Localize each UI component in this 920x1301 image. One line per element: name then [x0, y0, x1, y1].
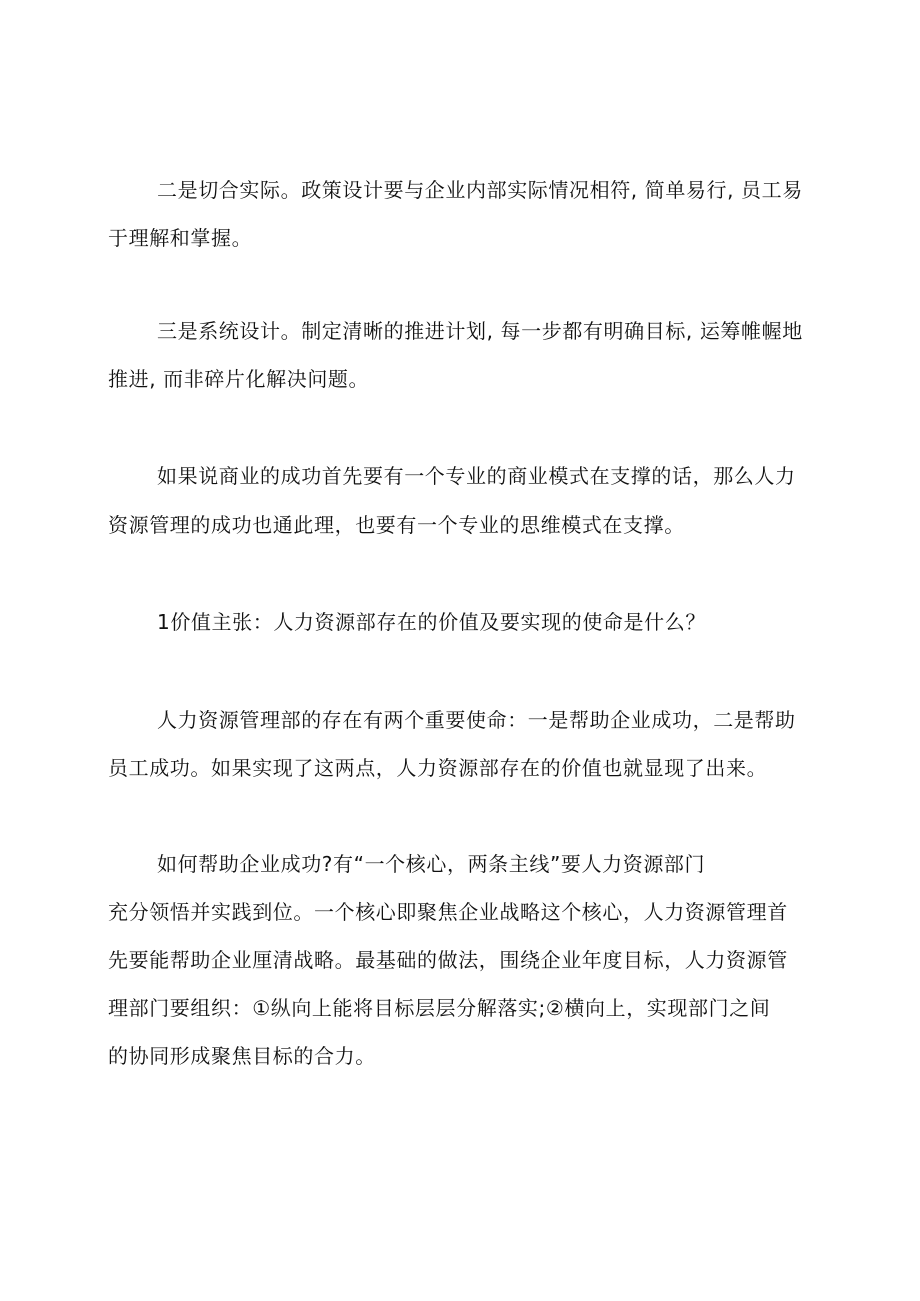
- paragraph-5-line-1: 人力资源管理部的存在有两个重要使命：一是帮助企业成功，二是帮助: [157, 708, 796, 732]
- paragraph-3-line-2: 资源管理的成功也通此理，也要有一个专业的思维模式在支撑。: [108, 513, 685, 537]
- paragraph-2-line-1: 三是系统设计。制定清晰的推进计划, 每一步都有明确目标, 运筹帷幄地: [157, 319, 803, 343]
- paragraph-6-line-2: 充分领悟并实践到位。一个核心即聚焦企业战略这个核心，人力资源管理首: [108, 900, 788, 924]
- paragraph-6-line-3: 先要能帮助企业厘清战略。最基础的做法，围绕企业年度目标，人力资源管: [108, 948, 788, 972]
- paragraph-6-line-4: 理部门要组织：①纵向上能将目标层层分解落实;②横向上，实现部门之间: [108, 996, 771, 1020]
- paragraph-3-line-1: 如果说商业的成功首先要有一个专业的商业模式在支撑的话，那么人力: [157, 464, 796, 488]
- paragraph-1-line-1: 二是切合实际。政策设计要与企业内部实际情况相符, 简单易行, 员工易: [157, 178, 803, 202]
- paragraph-6-line-5: 的协同形成聚焦目标的合力。: [108, 1044, 376, 1068]
- paragraph-6-line-1: 如何帮助企业成功?有“一个核心，两条主线”要人力资源部门: [157, 852, 706, 876]
- paragraph-4-line-1: 1价值主张：人力资源部存在的价值及要实现的使命是什么？: [157, 610, 706, 634]
- paragraph-5-line-2: 员工成功。如果实现了这两点，人力资源部存在的价值也就显现了出来。: [108, 756, 768, 780]
- paragraph-2-line-2: 推进, 而非碎片化解决问题。: [108, 367, 370, 391]
- paragraph-1-line-2: 于理解和掌握。: [108, 226, 253, 250]
